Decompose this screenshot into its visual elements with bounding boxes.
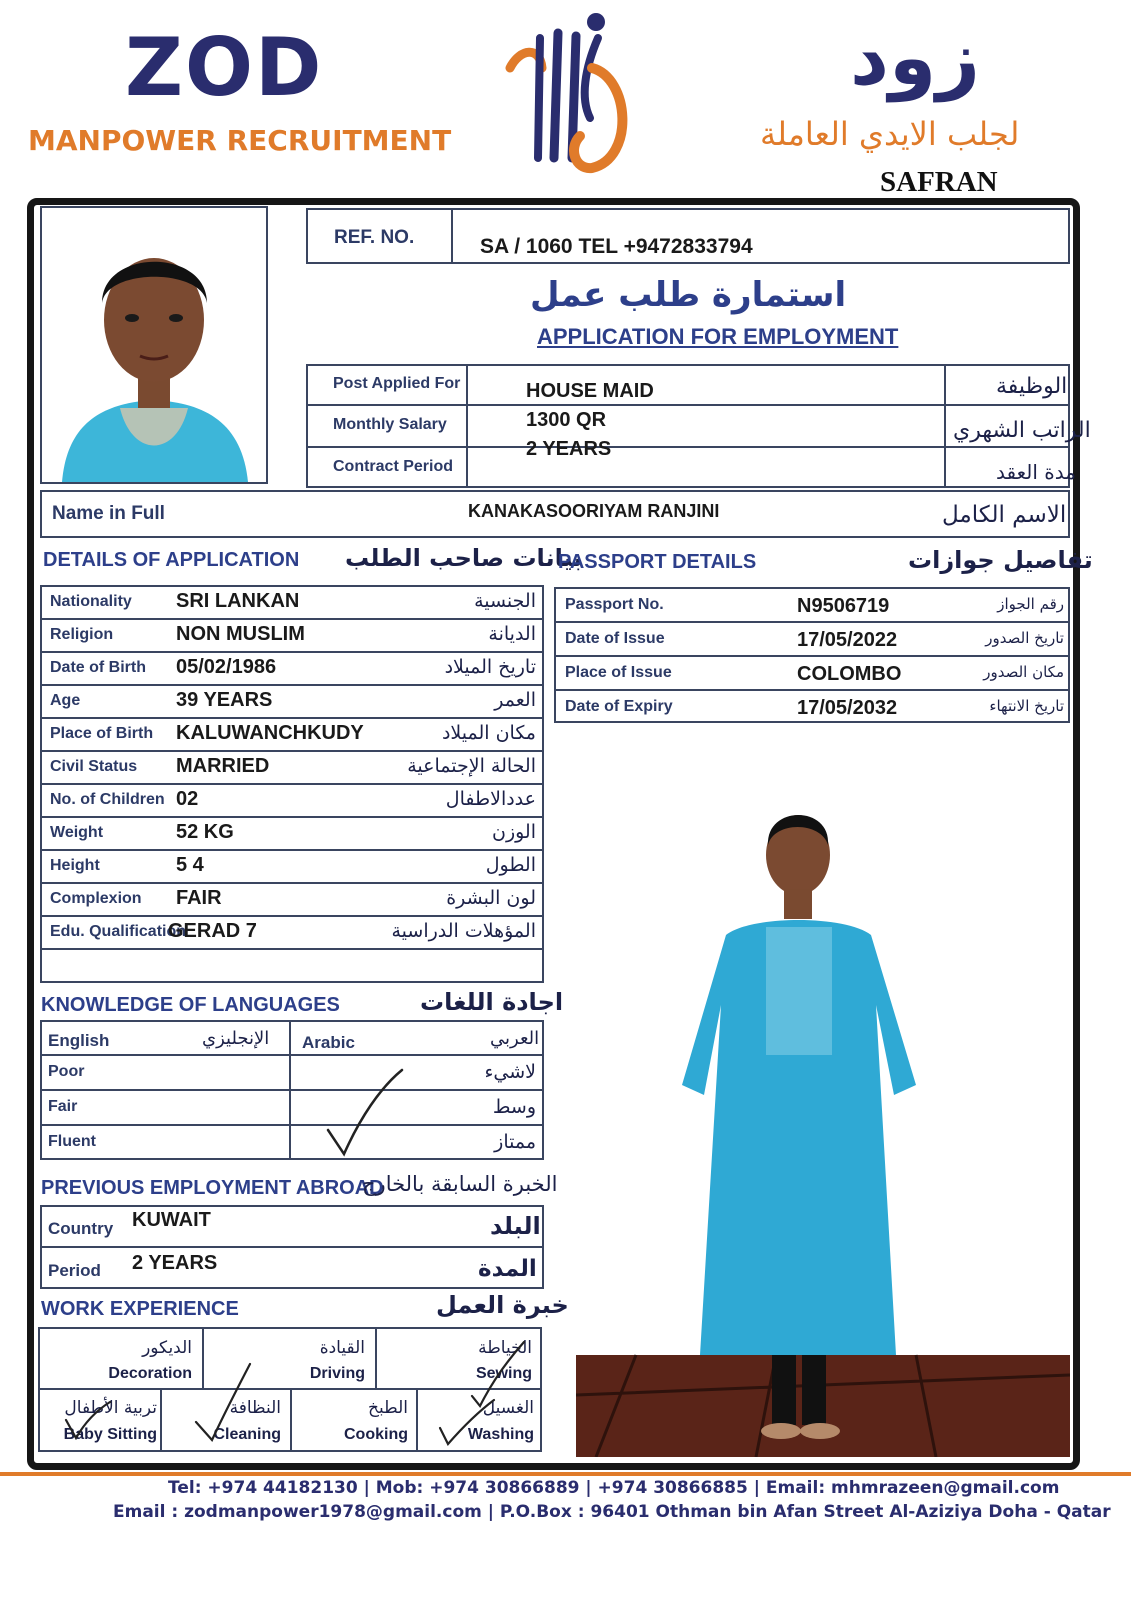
post-applied-label: Post Applied For xyxy=(333,375,461,392)
work-section-title-arabic: خبرة العمل xyxy=(436,1291,569,1319)
details-row-arabic: تاريخ الميلاد xyxy=(444,656,536,678)
details-row-label: Age xyxy=(50,692,81,709)
passport-row-arabic: تاريخ الانتهاء xyxy=(989,697,1064,715)
details-row-value: SRI LANKAN xyxy=(176,590,300,612)
details-section-title: DETAILS OF APPLICATION xyxy=(43,549,300,571)
post-applied-arabic: الوظيفة xyxy=(996,374,1068,399)
details-row-arabic: مكان الميلاد xyxy=(441,722,536,744)
country-value: KUWAIT xyxy=(132,1209,211,1231)
brand-safran: SAFRAN xyxy=(880,166,998,198)
footer-contact-line-2: Email : zodmanpower1978@gmail.com | P.O.Box : 96401 Othman bin Afan Street Al-Aziziya Doha - Qatar xyxy=(113,1502,1111,1522)
details-row-label: Height xyxy=(50,857,100,874)
work-skill-arabic: الطبخ xyxy=(368,1398,408,1418)
work-section-title: WORK EXPERIENCE xyxy=(41,1298,239,1320)
washing-checkmark-icon xyxy=(438,1398,498,1453)
name-value: KANAKASOORIYAM RANJINI xyxy=(468,501,720,521)
details-row-value: KALUWANCHKUDY xyxy=(176,722,364,744)
work-skill-arabic: الديكور xyxy=(142,1338,192,1358)
country-label: Country xyxy=(48,1219,114,1238)
details-row-value: 02 xyxy=(176,788,199,810)
arabic-arabic: العربي xyxy=(490,1028,540,1049)
salary-value: 1300 QR xyxy=(526,409,607,431)
brand-title: ZOD xyxy=(125,21,324,114)
english-arabic: الإنجليزي xyxy=(202,1028,270,1049)
work-skill-label: Cleaning xyxy=(213,1426,281,1443)
work-skill-label: Decoration xyxy=(108,1365,192,1382)
passport-row-label: Date of Issue xyxy=(565,630,665,647)
form-title-arabic: استمارة طلب عمل xyxy=(530,275,847,315)
footer-divider xyxy=(0,1472,1131,1476)
details-row-arabic: المؤهلات الدراسية xyxy=(391,920,536,942)
details-row-arabic: العمر xyxy=(494,689,536,711)
passport-row-arabic: مكان الصدور xyxy=(983,663,1064,681)
work-skill-label: Sewing xyxy=(475,1365,532,1382)
brand-title-arabic: زود xyxy=(850,13,980,102)
language-level-label: Fluent xyxy=(48,1133,96,1150)
details-row-value: 39 YEARS xyxy=(176,689,273,711)
post-applied-value: HOUSE MAID xyxy=(526,380,654,402)
details-row-arabic: الوزن xyxy=(491,821,536,843)
salary-arabic: الراتب الشهري xyxy=(953,418,1091,443)
previous-section-title-arabic: الخبرة السابقة بالخارج xyxy=(362,1172,558,1196)
details-row-value: MARRIED xyxy=(176,755,270,777)
contract-arabic: مدة العقد xyxy=(996,460,1076,484)
details-row-label: Place of Birth xyxy=(50,725,154,742)
passport-row-label: Place of Issue xyxy=(565,664,672,681)
previous-section-title: PREVIOUS EMPLOYMENT ABROAD xyxy=(41,1177,384,1199)
details-row-arabic: الحالة الإجتماعية xyxy=(407,755,536,777)
country-arabic: البلد xyxy=(490,1212,541,1240)
form-title: APPLICATION FOR EMPLOYMENT xyxy=(537,324,899,349)
passport-row-value: COLOMBO xyxy=(797,663,902,685)
work-skill-label: Driving xyxy=(309,1365,365,1382)
language-level-arabic: وسط xyxy=(492,1096,536,1118)
details-row-arabic: الجنسية xyxy=(474,590,536,612)
zod-figure-logo-icon xyxy=(500,8,640,178)
details-row-value: GERAD 7 xyxy=(168,920,257,942)
language-level-arabic: لاشيء xyxy=(484,1061,536,1083)
details-section-title-arabic: بيانات صاحب الطلب xyxy=(345,544,583,572)
applicant-portrait-photo xyxy=(40,206,268,484)
details-row-arabic: الطول xyxy=(485,854,536,876)
name-arabic: الاسم الكامل xyxy=(942,502,1067,528)
brand-tagline: MANPOWER RECRUITMENT xyxy=(28,124,452,157)
passport-row-value: N9506719 xyxy=(797,595,890,617)
work-skill-arabic: تربية الأطفال xyxy=(64,1398,157,1418)
details-row-arabic: عددالاطفال xyxy=(445,788,536,810)
details-row-label: Complexion xyxy=(50,890,142,907)
language-level-label: Fair xyxy=(48,1098,78,1115)
work-skill-label: Baby Sitting xyxy=(63,1426,157,1443)
work-skill-arabic: النظافة xyxy=(229,1398,281,1418)
fluent-checkmark-icon xyxy=(320,1068,410,1165)
contract-value: 2 YEARS xyxy=(526,438,612,460)
details-row-label: Weight xyxy=(50,824,104,841)
details-row-label: Religion xyxy=(50,626,114,643)
work-skill-arabic: الخياطة xyxy=(478,1338,532,1358)
applicant-full-body-photo xyxy=(576,755,1070,1457)
work-skill-arabic: الغسيل xyxy=(482,1398,534,1418)
brand-tagline-arabic: لجلب الايدي العاملة xyxy=(760,115,1020,153)
languages-section-title-arabic: اجادة اللغات xyxy=(420,988,564,1016)
language-level-label: Poor xyxy=(48,1063,85,1080)
ref-value: SA / 1060 TEL +9472833794 xyxy=(480,235,753,258)
passport-section-title-arabic: تفاصيل جوازات xyxy=(908,546,1093,574)
english-label: English xyxy=(48,1031,110,1050)
name-label: Name in Full xyxy=(52,503,165,524)
language-level-arabic: ممتاز xyxy=(494,1131,536,1153)
passport-row-label: Passport No. xyxy=(565,596,664,613)
languages-section-title: KNOWLEDGE OF LANGUAGES xyxy=(41,994,340,1016)
details-row-arabic: لون البشرة xyxy=(446,887,536,909)
details-row-label: Nationality xyxy=(50,593,132,610)
passport-row-value: 17/05/2022 xyxy=(797,629,898,651)
work-skill-arabic: القيادة xyxy=(319,1338,365,1358)
details-row-value: 5 4 xyxy=(176,854,204,876)
passport-section-title: PASSPORT DETAILS xyxy=(558,551,757,573)
details-row-label: Date of Birth xyxy=(50,659,146,676)
period-label: Period xyxy=(48,1261,101,1280)
footer-contact-line-1: Tel: +974 44182130 | Mob: +974 30866889 | +974 30866885 | Email: mhmrazeen@gmail.com xyxy=(168,1478,1060,1498)
details-row-value: 52 KG xyxy=(176,821,234,843)
details-row-label: No. of Children xyxy=(50,791,165,808)
details-row-label: Edu. Qualification xyxy=(50,923,187,940)
passport-row-label: Date of Expiry xyxy=(565,698,673,715)
period-value: 2 YEARS xyxy=(132,1252,218,1274)
details-row-arabic: الديانة xyxy=(488,623,536,645)
arabic-label: Arabic xyxy=(302,1033,355,1052)
passport-row-value: 17/05/2032 xyxy=(797,697,898,719)
baby-sitting-checkmark-icon xyxy=(64,1400,114,1445)
details-row-value: NON MUSLIM xyxy=(176,623,305,645)
work-skill-label: Cooking xyxy=(344,1426,408,1443)
ref-label: REF. NO. xyxy=(334,227,415,248)
passport-row-arabic: رقم الجواز xyxy=(997,595,1064,613)
passport-row-arabic: تاريخ الصدور xyxy=(985,629,1064,647)
salary-label: Monthly Salary xyxy=(333,416,447,433)
work-skill-label: Washing xyxy=(467,1426,534,1443)
contract-label: Contract Period xyxy=(333,458,454,475)
details-row-value: FAIR xyxy=(176,887,222,909)
details-row-label: Civil Status xyxy=(50,758,138,775)
cleaning-checkmark-icon xyxy=(190,1362,260,1449)
period-arabic: المدة xyxy=(478,1256,537,1282)
details-row-value: 05/02/1986 xyxy=(176,656,277,678)
